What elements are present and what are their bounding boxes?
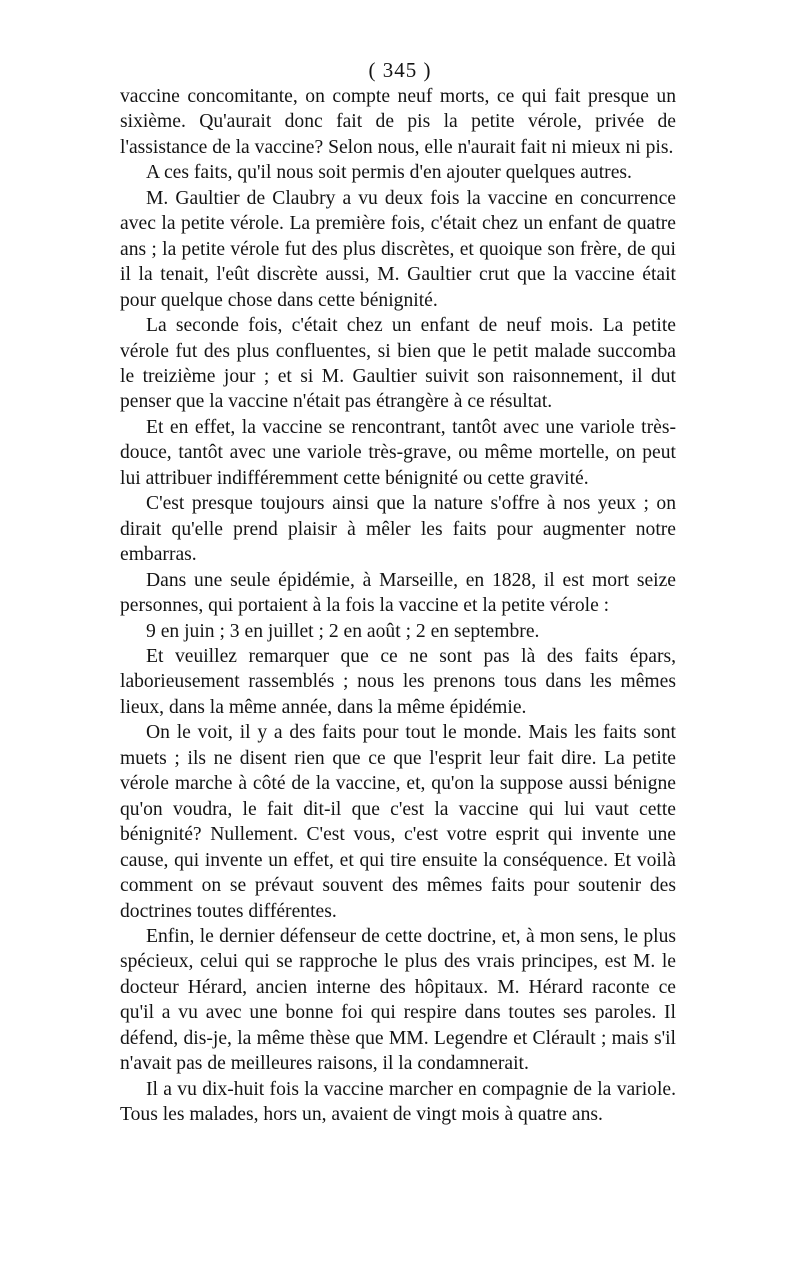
paragraph: On le voit, il y a des faits pour tout le monde. Mais les faits sont muets ; ils ne disent rien que ce que l'esprit leur fait dire. La petite vérole marche à côté de la vaccine, et, qu'on la suppose aussi bénigne qu'on voudra, le fait dit-il que c'est la vaccine qui lui vaut cette bénignité? Nullement. C'est vous, c'est votre esprit qui invente une cause, qui invente un effet, et qui tire ensuite la conséquence. Et voilà comment on se prévaut souvent des mêmes faits pour soutenir des doctrines toutes différentes. <box>120 722 676 922</box>
paragraph: A ces faits, qu'il nous soit permis d'en ajouter quelques autres. <box>146 162 632 184</box>
paragraph: Et en effet, la vaccine se rencontrant, tantôt avec une variole très-douce, tantôt avec une variole très-grave, ou même mortelle, on peut lui attribuer indifféremment cette bénignité ou cette gravité. <box>120 416 676 489</box>
paragraph: M. Gaultier de Claubry a vu deux fois la vaccine en concurrence avec la petite vérole. La première fois, c'était chez un enfant de quatre ans ; la petite vérole fut des plus discrètes, et quoique son frère, de qui il la tenait, l'eût discrète aussi, M. Gaultier crut que la vaccine était pour quelque chose dans cette bénignité. <box>120 187 676 311</box>
page-number: ( 345 ) <box>368 58 432 82</box>
paragraph: 9 en juin ; 3 en juillet ; 2 en août ; 2 en septembre. <box>146 620 540 642</box>
text-body <box>120 84 676 1128</box>
paragraph: La seconde fois, c'était chez un enfant de neuf mois. La petite vérole fut des plus confluentes, si bien que le petit malade succomba le treizième jour ; et si M. Gaultier suivit son raisonnement, il dut penser que la vaccine n'était pas étrangère à ce résultat. <box>120 315 676 413</box>
paragraph: Enfin, le dernier défenseur de cette doctrine, et, à mon sens, le plus spécieux, celui qui se rapproche le plus des vrais principes, est M. le docteur Hérard, ancien interne des hôpitaux. M. Hérard raconte ce qu'il a vu avec une bonne foi qui respire dans toutes ses paroles. Il défend, dis-je, la même thèse que MM. Legendre et Clérault ; mais s'il n'avait pas de meilleures raisons, il la condamnerait. <box>120 925 676 1075</box>
paragraph: vaccine concomitante, on compte neuf morts, ce qui fait presque un sixième. Qu'aurait donc fait de pis la petite vérole, privée de l'assistance de la vaccine? Selon nous, elle n'aurait fait ni mieux ni pis. <box>120 86 676 158</box>
paragraph: Et veuillez remarquer que ce ne sont pas là des faits épars, laborieusement rassemblés ; nous les prenons tous dans les mêmes lieux, dans la même année, dans la même épidémie. <box>120 645 676 718</box>
paragraph: Dans une seule épidémie, à Marseille, en 1828, il est mort seize personnes, qui portaient à la fois la vaccine et la petite vérole : <box>120 569 676 617</box>
paragraph: Il a vu dix-huit fois la vaccine marcher en compagnie de la variole. Tous les malades, hors un, avaient de vingt mois à quatre ans. <box>120 1078 676 1126</box>
paragraph: C'est presque toujours ainsi que la nature s'offre à nos yeux ; on dirait qu'elle prend plaisir à mêler les faits pour augmenter notre embarras. <box>120 493 676 566</box>
